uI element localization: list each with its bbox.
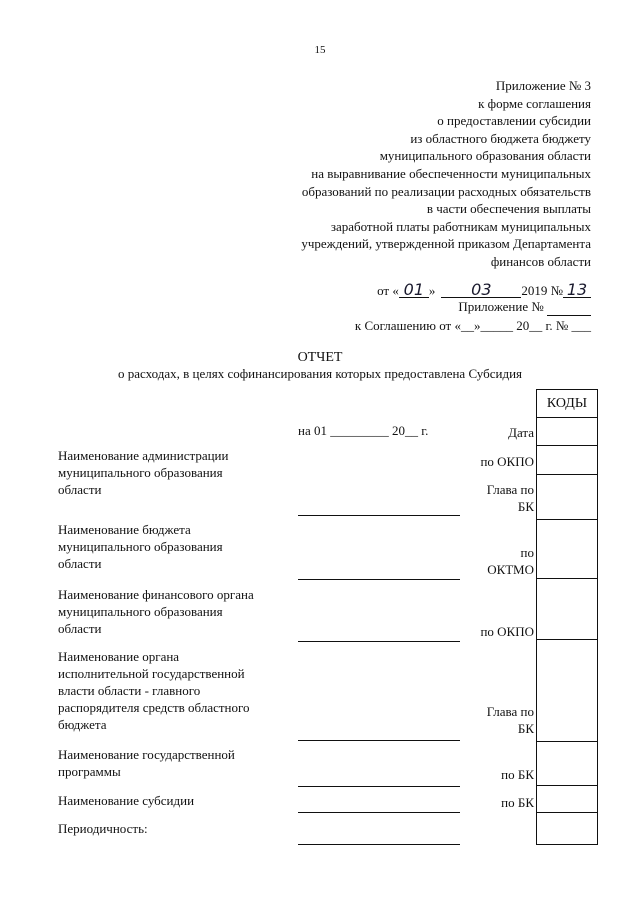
label-line: области [58,621,102,636]
label-oktmo [487,544,534,578]
admin-field-line[interactable] [298,515,460,516]
appendix-line: муниципального образования области [379,148,591,164]
appendix-line: из областного бюджета бюджету [410,130,591,146]
appendix-line: о предоставлении субсидии [437,113,591,129]
blank-line [547,299,591,316]
report-as-of: на 01 _________ 20__ г. [298,423,429,438]
label-glava-line: БК [517,499,534,514]
label-okpo: по ОКПО [480,454,534,469]
label-budget [58,521,288,572]
label-line: области [58,482,102,497]
label-periodicity: Периодичность: [58,821,148,836]
code-cell-bk-2[interactable] [537,786,597,813]
order-date-year: 2019 № [521,283,563,298]
subsidy-field-line[interactable] [298,812,460,813]
label-oktmo-line: по [520,545,534,560]
label-glava [487,481,534,515]
handwritten-month: 03 [441,282,521,298]
finorg-field-line[interactable] [298,641,460,642]
periodicity-field-line[interactable] [298,844,460,845]
appendix-line: образований по реализации расходных обязательств [301,183,591,199]
label-line: Наименование администрации [58,448,229,463]
label-line: программы [58,764,121,779]
agreement-line: к Соглашению от «__»_____ 20__ г. № ___ [354,318,591,333]
appendix-line: финансов области [490,253,591,269]
label-line: распорядителя средств областного [58,700,250,715]
page-number: 15 [314,44,326,56]
label-date: Дата [508,425,534,440]
appendix-line: заработной платы работникам муниципальных [330,218,591,234]
label-line: муниципального образования [58,604,223,619]
label-line: Наименование государственной [58,747,235,762]
report-title: ОТЧЕТ [297,350,343,365]
codes-table [536,389,598,845]
appendix-line: на выравнивание обеспеченности муниципальных [311,165,591,181]
label-exec [58,648,288,733]
label-bk: по БК [501,767,534,782]
code-cell-okpo-2[interactable] [537,579,597,640]
program-field-line[interactable] [298,786,460,787]
exec-field-line[interactable] [298,740,460,741]
code-cell-bk[interactable] [537,742,597,786]
report-subtitle: о расходах, в целях софинансирования которых предоставлена Субсидия [117,366,523,381]
order-date-sep: » [428,283,436,298]
label-line: Наименование органа [58,649,180,664]
label-line: Наименование бюджета [58,522,191,537]
handwritten-number: 13 [563,282,591,298]
label-line: исполнительной государственной [58,666,245,681]
attachment-label: Приложение № [458,299,544,314]
appendix-line: к форме соглашения [478,95,591,111]
label-finorg [58,586,288,637]
label-line: Наименование финансового органа [58,587,254,602]
codes-header: КОДЫ [537,390,597,418]
label-line: бюджета [58,717,107,732]
label-glava-line: Глава по [486,704,534,719]
label-subsidy: Наименование субсидии [58,793,195,808]
appendix-header [211,77,591,271]
code-cell-glava-2[interactable] [537,640,597,742]
label-line: власти области - главного [58,683,201,698]
code-cell-glava[interactable] [537,475,597,520]
order-date-line [377,282,591,299]
attachment-line [458,299,591,316]
code-cell-date[interactable] [537,417,597,446]
label-oktmo-line: ОКТМО [487,562,534,577]
label-program [58,746,288,780]
label-bk-2: по БК [501,795,534,810]
label-glava-line: БК [517,721,534,736]
appendix-line: учреждений, утвержденной приказом Департамента [301,236,591,252]
label-glava-2 [487,703,534,737]
budget-field-line[interactable] [298,579,460,580]
handwritten-day: 01 [399,282,429,298]
label-glava-line: Глава по [486,482,534,497]
appendix-line: Приложение № 3 [495,78,591,93]
code-cell-oktmo[interactable] [537,520,597,579]
label-line: муниципального образования [58,465,223,480]
appendix-line: в части обеспечения выплаты [426,201,591,217]
code-cell-okpo[interactable] [537,446,597,475]
label-admin [58,447,288,498]
label-line: муниципального образования [58,539,223,554]
order-date-prefix: от « [377,283,399,298]
label-okpo-2: по ОКПО [480,624,534,639]
label-line: области [58,556,102,571]
